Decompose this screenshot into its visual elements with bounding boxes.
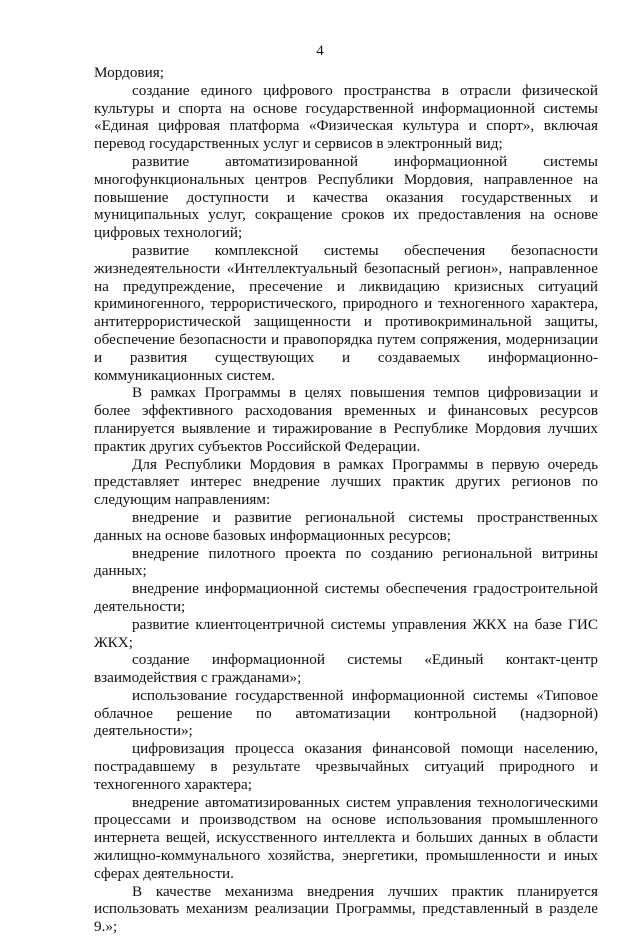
paragraph: цифровизация процесса оказания финансовой помощи населению, пострадавшему в результате чрезвычайных ситуаций природного и техногенного характера;: [94, 740, 598, 793]
paragraph: развитие комплексной системы обеспечения безопасности жизнедеятельности «Интеллектуальный безопасный регион», направленное на предупреждение, пресечение и ликвидацию кризисных ситуаций криминогенного, террористического, природного и техногенного характера, антитеррористической защищенности и противокриминальной защиты, обеспечение безопасности и правопорядка путем сопряжения, модернизации и развития существующих и создаваемых информационно-коммуникационных систем.: [94, 241, 598, 384]
paragraph: внедрение информационной системы обеспечения градостроительной деятельности;: [94, 580, 598, 615]
paragraph: создание единого цифрового пространства в отрасли физической культуры и спорта на основе государственной информационной системы «Единая цифровая платформа «Физическая культура и спорт», включая перевод государственных услуг и сервисов в электронный вид;: [94, 81, 598, 153]
page-number: 4: [316, 43, 324, 59]
paragraph: создание информационной системы «Единый контакт-центр взаимодействия с гражданами»;: [94, 651, 598, 687]
paragraph: внедрение пилотного проекта по созданию региональной витрины данных;: [94, 544, 598, 580]
paragraph: развитие клиентоцентричной системы управления ЖКХ на базе ГИС ЖКХ;: [94, 615, 598, 651]
paragraph: развитие автоматизированной информационной системы многофункциональных центров Республики Мордовия, направленное на повышение доступности и качества оказания государственных и муниципальных услуг, сокращение сроков их предоставления на основе цифровых технологий;: [94, 152, 598, 242]
document-body: [94, 64, 598, 936]
paragraph: Для Республики Мордовия в рамках Программы в первую очередь представляет интерес внедрение лучших практик других регионов по следующим направлениям:: [94, 455, 598, 509]
paragraph: использование государственной информационной системы «Типовое облачное решение по автоматизации контрольной (надзорной) деятельности»;: [94, 686, 598, 740]
paragraph: внедрение и развитие региональной системы пространственных данных на основе базовых информационных ресурсов;: [94, 508, 598, 544]
paragraph: В качестве механизма внедрения лучших практик планируется использовать механизм реализации Программы, представленный в разделе 9.»;: [94, 882, 598, 936]
paragraph-continuation: Мордовия;: [94, 64, 164, 81]
paragraph: В рамках Программы в целях повышения темпов цифровизации и более эффективного расходования временных и финансовых ресурсов планируется выявление и тиражирование в Республике Мордовия лучших практик других субъектов Российской Федерации.: [94, 384, 598, 455]
paragraph: внедрение автоматизированных систем управления технологическими процессами и производством на основе использования промышленного интернета вещей, искусственного интеллекта и больших данных в области жилищно-коммунального хозяйства, энергетики, промышленности и иных сферах деятельности.: [94, 793, 598, 882]
